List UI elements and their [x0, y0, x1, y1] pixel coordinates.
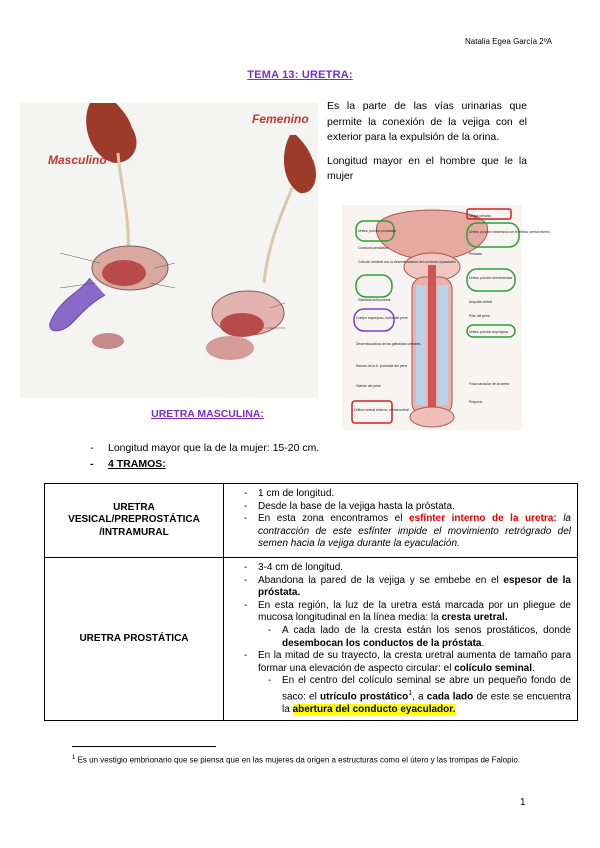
- bold-term: espesor de la próstata.: [258, 574, 571, 599]
- segment-label-line: URETRA: [113, 501, 155, 513]
- anatomy-label: Uretra, porción membranosa: [469, 276, 513, 280]
- item-text: Desde la base de la vejiga hasta la próstata.: [258, 500, 455, 512]
- anatomy-label: Uretra, porción esponjosa: [469, 330, 508, 334]
- urethra-length-note: Longitud mayor en el hombre que le la mujer: [327, 154, 527, 182]
- author-name: Natalia Egea García 2ºA: [465, 37, 552, 46]
- anatomy-label: Vejiga urinaria: [469, 214, 491, 218]
- item-text: En esta región, la luz de la uretra está marcada por un pliegue de mucosa longitudinal en la línea media: la: [258, 599, 571, 624]
- page-number: 1: [520, 797, 526, 808]
- list-item: [258, 488, 571, 501]
- list-item: [258, 600, 571, 650]
- item-text: En el centro del colículo seminal se abre un pequeño fondo de saco: el: [282, 675, 571, 703]
- footnote-ref: 1: [408, 689, 413, 697]
- anatomy-label: Ampolla uretral: [469, 300, 492, 304]
- list-item: [258, 650, 571, 716]
- list-item: [258, 562, 571, 575]
- item-text: .: [481, 637, 485, 649]
- footnote: [72, 752, 532, 767]
- anatomy-label: Uretra, porción prostática: [358, 229, 397, 233]
- bullet-segments: - 4 TRAMOS:: [90, 456, 319, 472]
- segment-label-line: /INTRAMURAL: [99, 526, 169, 538]
- item-text: 3-4 cm de longitud.: [258, 562, 344, 573]
- bold-term: utrículo prostático: [320, 691, 409, 703]
- segment-label: [45, 484, 224, 558]
- page-title: TEMA 13: URETRA:: [247, 69, 353, 81]
- list-item: [282, 675, 571, 716]
- item-text: En esta zona encontramos el: [258, 513, 409, 525]
- item-text: A cada lado de la cresta están los senos prostáticos, donde: [282, 624, 571, 636]
- bold-term: cresta uretral.: [441, 612, 508, 624]
- intro-text: [327, 99, 527, 193]
- bullet-length: - Longitud mayor que la de la mujer: 15-20 cm.: [90, 440, 319, 456]
- anatomy-label: Conducto prostático: [358, 246, 389, 250]
- anatomy-label: Cuerpo esponjoso, bulbo del pene: [356, 316, 408, 320]
- segment-description: [224, 484, 578, 558]
- urinary-tract-figure: [20, 103, 318, 398]
- segment-label-line: URETRA PROSTÁTICA: [79, 632, 189, 644]
- male-label: Masculino: [48, 153, 107, 167]
- list-item: [258, 575, 571, 600]
- section-heading: URETRA MASCULINA:: [151, 408, 264, 420]
- anatomy-label: Fosa navicular de la uretra: [469, 382, 510, 386]
- anatomy-label: Glándula bulbouretral: [358, 298, 391, 302]
- segment-description: [224, 558, 578, 721]
- anatomy-label: Desembocadura de las glándulas uretrales: [356, 342, 421, 346]
- footnote-divider: [72, 746, 216, 747]
- sphincter-term: esfínter interno de la uretra:: [408, 513, 557, 525]
- anatomy-label: Ramas de la A. profunda del pene: [356, 364, 408, 368]
- item-text: la contracción de este esfínter impide el movimiento retrógrado del semen hacia la vejiga durante la eyaculación.: [258, 513, 571, 550]
- footnote-marker: 1: [72, 755, 76, 761]
- item-text: En la mitad de su trayecto, la cresta uretral aumenta de tamaño para formar una elevación de aspecto circular: el: [258, 650, 571, 674]
- bold-term: cada lado: [426, 691, 474, 703]
- table-row: [45, 484, 578, 558]
- anatomy-label: Pilar del pene: [469, 314, 490, 318]
- bold-term: colículo seminal: [454, 662, 533, 674]
- item-text: 1 cm de longitud.: [258, 488, 335, 499]
- bold-term: desembocan los conductos de la próstata: [282, 637, 482, 649]
- item-text: Abandona la pared de la vejiga y se embebe en el: [258, 574, 504, 586]
- segment-label: [45, 558, 224, 721]
- item-text: de este se encuentra la: [282, 691, 571, 715]
- table-row: [45, 558, 578, 721]
- footnote-text: Es un vestigio embrionario que se piensa que en las mujeres da origen a estructuras como el útero y las trompas de Falopio.: [75, 755, 521, 765]
- anatomy-label: Uretra, porción intramural con el orificio uretral interno: [469, 230, 551, 234]
- urethra-segments-table: [44, 483, 578, 721]
- item-text: , a: [412, 691, 427, 703]
- segment-label-line: VESICAL/PREPROSTÁTICA: [68, 514, 200, 526]
- female-label: Femenino: [252, 112, 309, 126]
- anatomy-label: Colículo seminal con la desembocadura del conducto eyaculador: [358, 260, 456, 264]
- section-bullets: [90, 440, 319, 472]
- list-item: [258, 513, 571, 551]
- highlighted-term: abertura del conducto eyaculador.: [292, 703, 456, 715]
- item-text: .: [532, 662, 535, 674]
- male-urethra-figure: [342, 205, 551, 430]
- urinary-tract-illustration: [20, 103, 318, 398]
- anatomy-label: Glande del pene: [356, 384, 381, 388]
- list-item: [282, 625, 571, 650]
- anatomy-label: Próstata: [469, 252, 482, 256]
- urethra-definition: Es la parte de las vías urinarias que permite la conexión de la vejiga con el exterior para la expulsión de la orina.: [327, 100, 527, 143]
- anatomy-label: Orificio uretral externo, cresta uretral: [354, 408, 410, 412]
- anatomy-label: Prepucio: [469, 400, 483, 404]
- male-urethra-illustration: [342, 205, 551, 430]
- list-item: [258, 501, 571, 514]
